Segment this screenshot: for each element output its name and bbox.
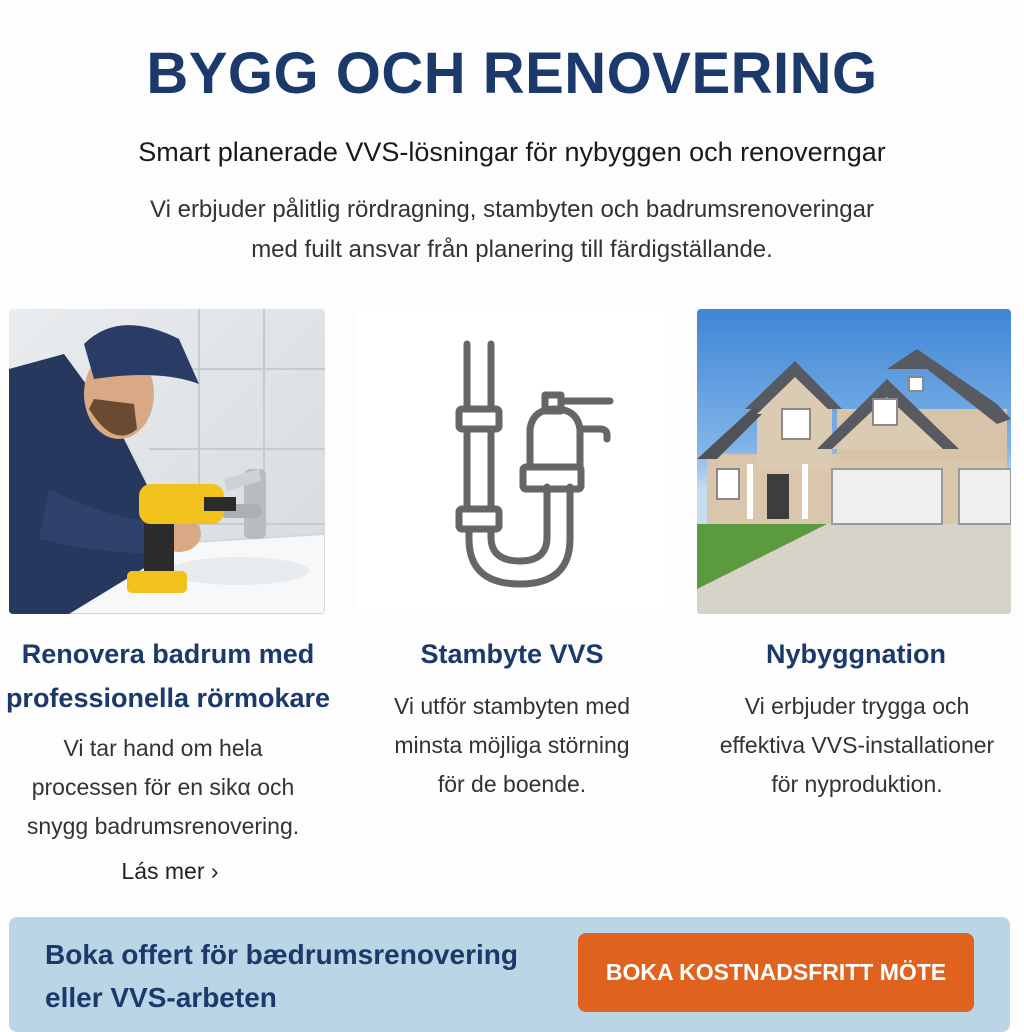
card-text-line: processen för en sikα och (31, 774, 295, 800)
card-text-line: för de boende. (437, 771, 587, 797)
card-text-line: Vi utför stambyten med (393, 693, 631, 719)
house-photo (697, 309, 1011, 614)
card-title-nybyggnation: Nybyggnation (766, 639, 946, 669)
plumber-at-sink-photo (9, 309, 325, 614)
card-text-line: för nyproduktion. (771, 771, 943, 797)
card-text-line: snygg badrumsrenovering. (26, 813, 300, 839)
book-meeting-button[interactable]: BOKA KOSTNADSFRITT MÖTE (578, 933, 974, 1012)
intro-text (112, 190, 912, 270)
card-text-line: Vi tar hand om hela (63, 735, 263, 761)
pipe-icon (355, 309, 671, 614)
card-title-stambyte: Stambyte VVS (420, 639, 604, 669)
card-text-nybyggnation (693, 687, 1021, 804)
card-text-line: minsta möjliga störning (394, 732, 630, 758)
intro-line: Vi erbjuder pålitlig rördragning, stambyten och badrumsrenoveringar (150, 196, 874, 223)
read-more-link[interactable]: Lás mer › (121, 858, 219, 884)
card-title-line: professionella rörmokare (5, 683, 331, 713)
cta-text-line: Boka offert för bædrumsrenovering (45, 939, 518, 970)
page-subtitle: Smart planerade VVS-lösningar för nybyggen och renoverngar (138, 137, 886, 167)
cta-text-line: eller VVS-arbeten (45, 982, 277, 1013)
card-text-bathroom (10, 729, 316, 846)
card-text-stambyte (362, 687, 662, 804)
card-text-line: Vi erbjuder trygga och (744, 693, 970, 719)
cta-text (45, 933, 545, 1019)
intro-line: med fuilt ansvar från planering till färdigställande. (251, 236, 773, 263)
page-title: BYGG OCH RENOVERING (146, 41, 878, 106)
card-title-line: Renovera badrum med (21, 639, 315, 669)
card-text-line: effektiva VVS-installationer (719, 732, 995, 758)
card-title-bathroom (0, 632, 336, 720)
